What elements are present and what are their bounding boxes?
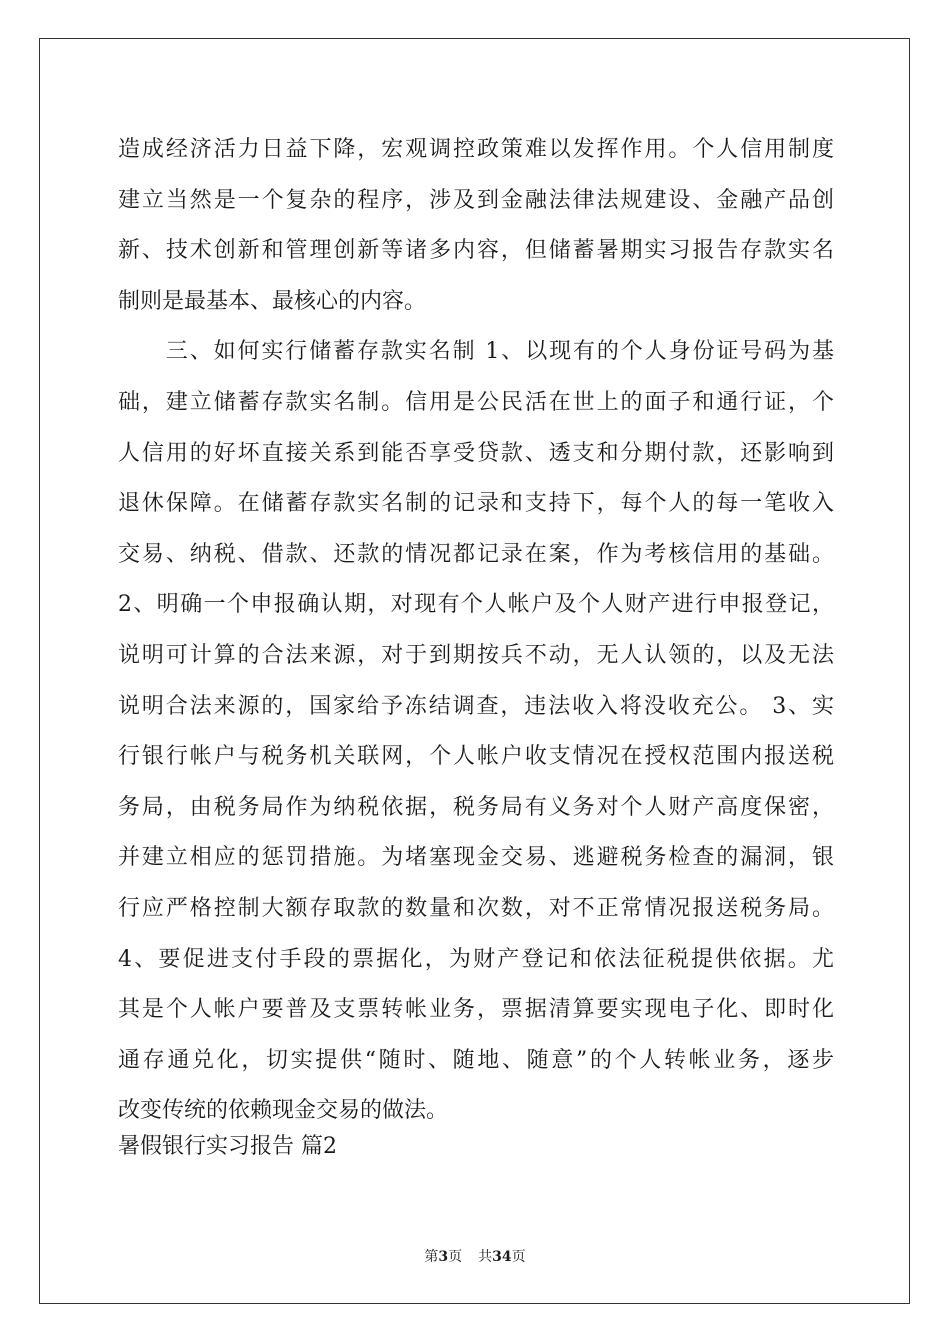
text-line: 制则是最基本、最核心的内容。 <box>118 288 427 314</box>
page-prefix: 第 <box>424 1249 439 1265</box>
text-line: 新、技术创新和管理创新等诸多内容，但储蓄暑期实习报告存款实名 <box>118 238 834 264</box>
total-prefix: 共 <box>478 1249 493 1265</box>
text-line: 4、要促进支付手段的票据化，为财产登记和依法征税提供依据。尤 <box>118 946 834 972</box>
text-line: 退休保障。在储蓄存款实名制的记录和支持下，每个人的每一笔收入 <box>118 491 834 517</box>
text-line: 造成经济活力日益下降，宏观调控政策难以发挥作用。个人信用制度 <box>118 137 834 162</box>
text-line: 2、明确一个申报确认期，对现有个人帐户及个人财产进行申报登记， <box>118 592 834 618</box>
page-footer <box>0 1247 950 1267</box>
total-pages: 34 <box>492 1249 512 1265</box>
text-line: 人信用的好坏直接关系到能否享受贷款、透支和分期付款，还影响到 <box>118 440 834 466</box>
total-suffix: 页 <box>511 1249 526 1265</box>
text-line: 务局，由税务局作为纳税依据，税务局有义务对个人财产高度保密， <box>118 794 834 820</box>
text-line: 行银行帐户与税务机关联网，个人帐户收支情况在授权范围内报送税 <box>118 744 834 770</box>
text-line: 说明可计算的合法来源，对于到期按兵不动，无人认领的，以及无法 <box>118 642 834 668</box>
text-line: 通存通兑化，切实提供“随时、随地、随意”的个人转帐业务，逐步 <box>118 1047 834 1073</box>
text-line: 三、如何实行储蓄存款实名制 1、以现有的个人身份证号码为基 <box>118 339 834 365</box>
text-line: 说明合法来源的，国家给予冻结调查，违法收入将没收充公。 3、实 <box>118 693 834 719</box>
body-text <box>118 125 834 1137</box>
text-line: 其是个人帐户要普及支票转帐业务，票据清算要实现电子化、即时化 <box>118 997 834 1023</box>
text-line: 础，建立储蓄存款实名制。信用是公民活在世上的面子和通行证，个 <box>118 389 834 415</box>
text-line: 行应严格控制大额存取款的数量和次数，对不正常情况报送税务局。 <box>118 895 834 921</box>
text-line: 建立当然是一个复杂的程序，涉及到金融法律法规建设、金融产品创 <box>118 187 834 213</box>
page-number: 3 <box>438 1249 449 1265</box>
page-suffix: 页 <box>448 1249 463 1265</box>
section-heading: 暑假银行实习报告 篇2 <box>118 1134 337 1159</box>
text-line: 交易、纳税、借款、还款的情况都记录在案，作为考核信用的基础。 <box>118 541 834 567</box>
text-line: 并建立相应的惩罚措施。为堵塞现金交易、逃避税务检查的漏洞，银 <box>118 845 834 871</box>
text-line: 改变传统的依赖现金交易的做法。 <box>118 1098 449 1124</box>
